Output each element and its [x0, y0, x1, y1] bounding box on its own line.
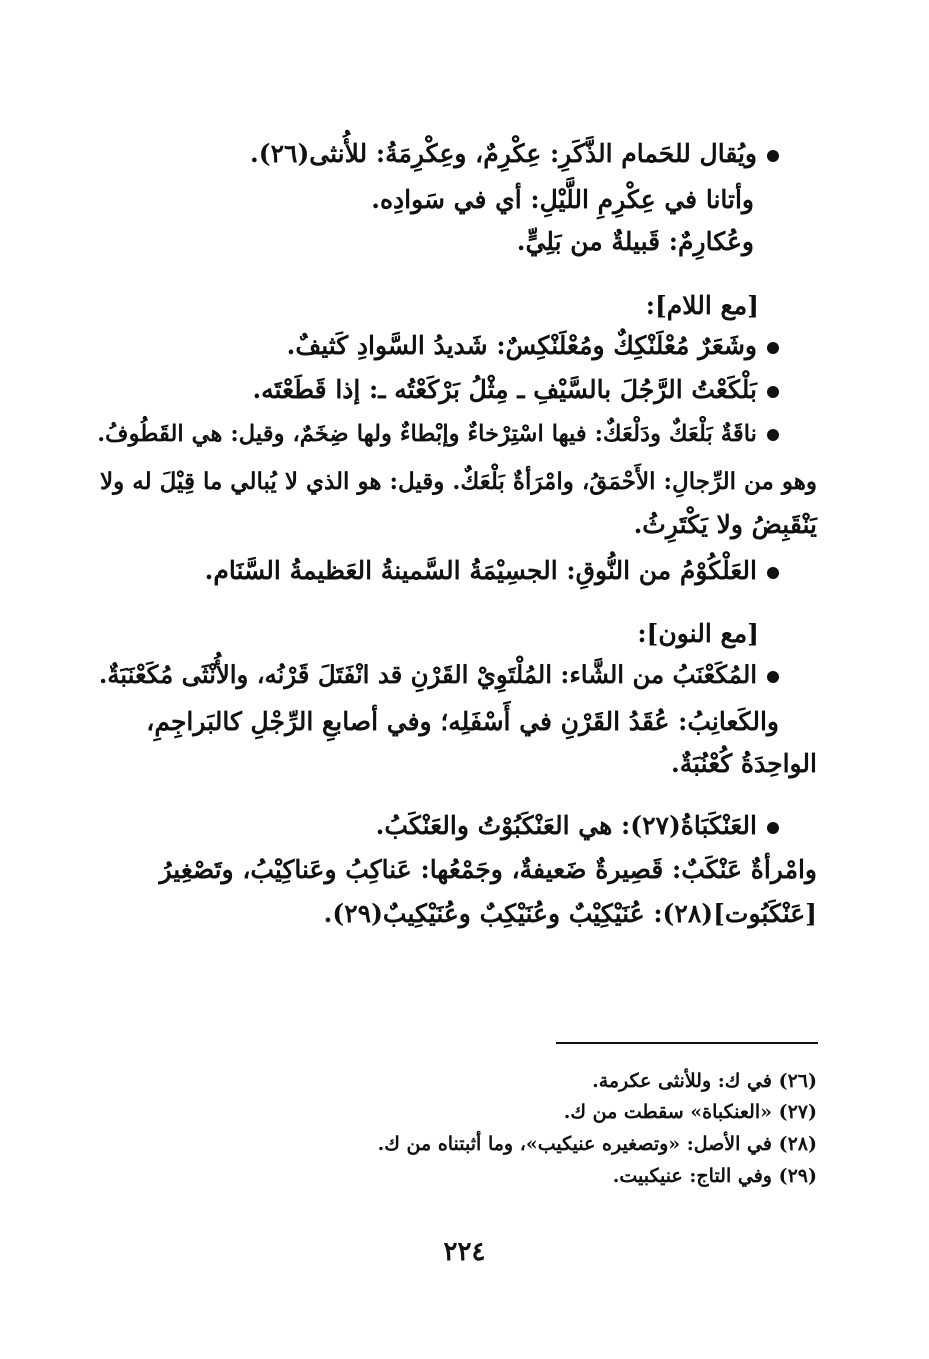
bullet-icon — [767, 429, 779, 441]
line-text: وهو من الرِّجالِ: الأَحْمَقُ، وامْرَأةٌ بَلْعَكٌ. وقيل: هو الذي لا يُبالي ما قِيْلَ له ولا — [100, 468, 817, 495]
entry-line — [324, 894, 817, 934]
entry-mukanab — [99, 655, 779, 695]
line-text: يَنْقَبِضُ ولا يَكْتَرِثُ. — [633, 510, 817, 539]
entry-line — [146, 702, 779, 742]
entry-line — [671, 744, 817, 784]
section-heading-nun — [637, 614, 759, 654]
entry-shaar — [287, 326, 779, 366]
line-text: المُكَعْنَبُ من الشَّاء: المُلْتَوِيْ القَرْنِ قد انْفَتَلَ قَرْنُه، والأُنْثَى مُكَعْنَبَةٌ. — [98, 660, 757, 689]
line-text: وعُكارِمٌ: قَبيلةٌ من بَلِيٍّ. — [516, 227, 754, 256]
section-heading-lam — [646, 286, 759, 326]
footnote — [564, 1097, 817, 1127]
footnote-text: (٢٩) وفي التاج: عنيكبيت. — [612, 1165, 817, 1187]
entry-ankabah — [376, 806, 779, 846]
bullet-icon — [767, 567, 779, 579]
heading-text: [مع النون]: — [637, 619, 759, 648]
entry-line — [160, 850, 818, 890]
line-text: والكَعانِبُ: عُقَدُ القَرْنِ في أَسْفَلِه؛ وفي أصابعِ الرِّجْلِ كالبَراجِمِ، — [146, 707, 779, 736]
line-text: [عَنْكَبُوت](٢٨): عُنَيْكِيْبٌ وعُنَيْكِبٌ وعُنَيْكِيبٌ(٢٩). — [323, 899, 817, 928]
page-number: ٢٢٤ — [443, 1237, 486, 1267]
line-text: الواحِدَةُ كُعْنُبَةٌ. — [671, 749, 817, 778]
bullet-icon — [767, 150, 779, 162]
line-text: وامْرأةٌ عَنْكَبٌ: قَصِيرةٌ ضَعيفةٌ، وجَمْعُها: عَناكِبُ وعَناكِيْبُ، وتَصْغِيرُ — [159, 855, 817, 884]
bullet-icon — [767, 671, 779, 683]
entry-line — [634, 505, 817, 545]
line-text: بَلْكَعْتُ الرَّجُلَ بالسَّيْفِ ـ مِثْلُ بَرْكَعْتُه ـ: إذا قَطَعْتَه. — [252, 375, 757, 404]
bullet-icon — [767, 342, 779, 354]
entry-naqa — [97, 414, 779, 454]
footnote — [592, 1066, 817, 1096]
entry-line — [371, 180, 754, 220]
footnote-text: (٢٧) «العنكباة» سقطت من ك. — [563, 1101, 817, 1123]
line-text: العَنْكَبَاةُ(٢٧): هي العَنْكَبُوْتُ والعَنْكَبُ. — [375, 811, 757, 840]
entry-line — [100, 462, 817, 502]
entry-line — [517, 222, 754, 262]
footnote — [613, 1161, 817, 1191]
entry-hamam — [250, 134, 779, 174]
footnote-divider — [556, 1042, 818, 1044]
footnote — [378, 1129, 817, 1159]
heading-text: [مع اللام]: — [645, 291, 759, 320]
entry-balkaat — [252, 370, 779, 410]
line-text: ويُقال للحَمام الذَّكَرِ: عِكْرِمٌ، وعِكْرِمَةُ: للأُنثى(٢٦). — [250, 139, 757, 168]
line-text: وشَعَرٌ مُعْلَنْكِكٌ ومُعْلَنْكِسٌ: شَديدُ السَّوادِ كَثيفٌ. — [286, 331, 757, 360]
bullet-icon — [767, 386, 779, 398]
line-text: ناقَةٌ بَلْعَكٌ ودَلْعَكٌ: فيها اسْتِرْخاءٌ وإبْطاءٌ ولها ضِخَمٌ، وقيل: هي القَطُوفُ. — [97, 421, 757, 447]
bullet-icon — [767, 822, 779, 834]
footnote-text: (٢٦) في ك: وللأنثى عكرمة. — [592, 1070, 817, 1092]
footnote-text: (٢٨) في الأصل: «وتصغيره عنيكيب»، وما أثبتناه من ك. — [377, 1133, 817, 1155]
line-text: العَلْكُوْمُ من النُّوقِ: الجسِيْمَةُ السَّمينةُ العَظيمةُ السَّنَام. — [204, 556, 757, 585]
entry-alkoom — [205, 551, 779, 591]
line-text: وأتانا في عِكْرِمِ اللَّيْلِ: أي في سَوادِه. — [371, 185, 754, 214]
